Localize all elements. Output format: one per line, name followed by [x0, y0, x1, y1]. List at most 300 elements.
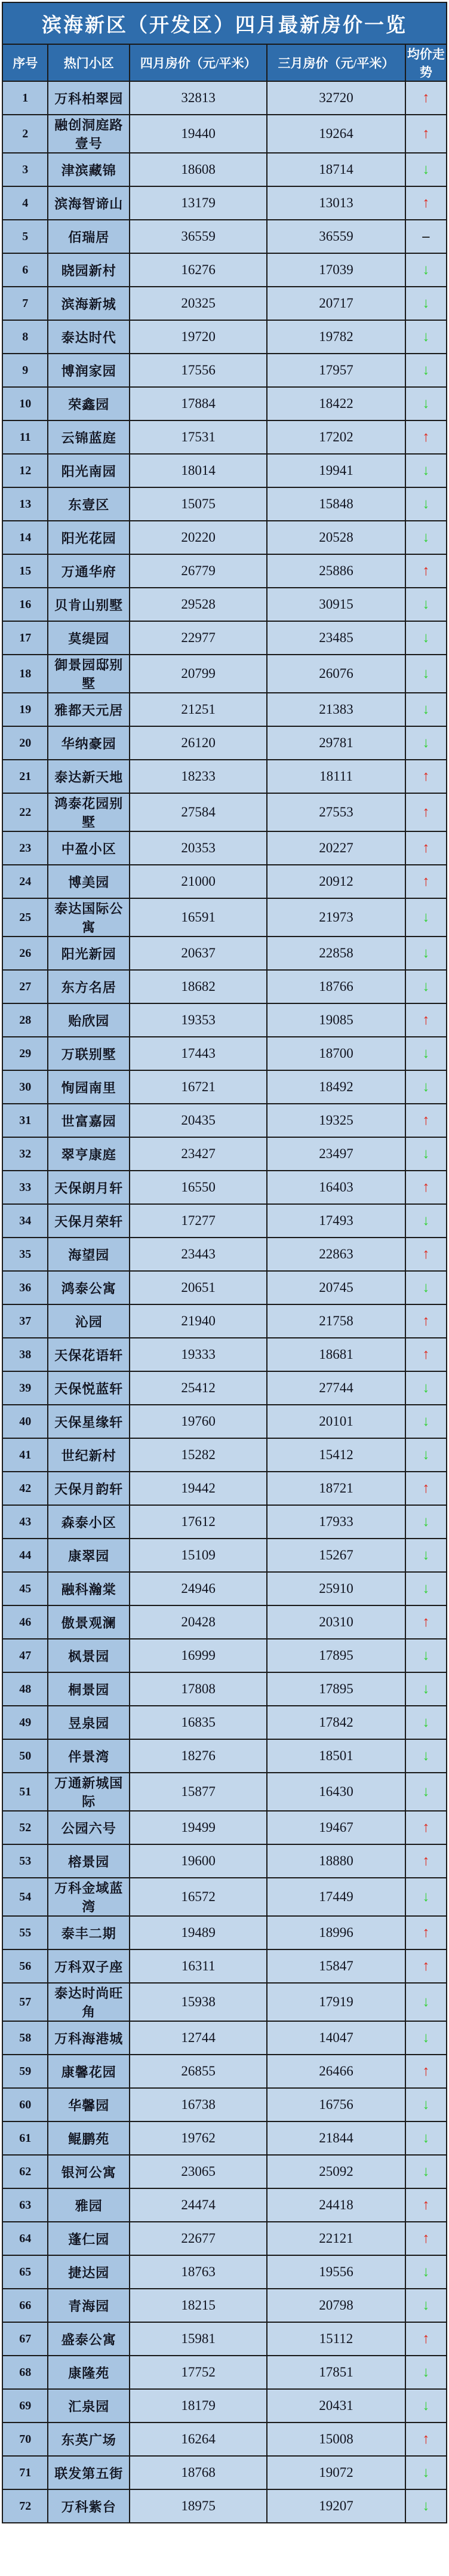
row-number-cell: 46 [2, 1605, 48, 1639]
april-price-cell: 19440 [130, 115, 267, 153]
row-number-cell: 43 [2, 1505, 48, 1539]
april-price-cell: 13179 [130, 186, 267, 220]
trend-cell [405, 186, 447, 220]
april-price-cell: 15877 [130, 1773, 267, 1811]
march-price-cell: 29781 [267, 726, 405, 760]
row-number-cell: 3 [2, 153, 48, 186]
april-price-cell: 20799 [130, 655, 267, 693]
trend-up-arrow-icon: ↑ [422, 563, 430, 579]
trend-cell [405, 1878, 447, 1916]
march-price-cell: 18714 [267, 153, 405, 186]
trend-cell [405, 2456, 447, 2489]
table-row [2, 655, 447, 693]
community-name-cell: 万科金域蓝湾 [48, 1878, 130, 1916]
row-number-cell: 9 [2, 354, 48, 387]
community-name-cell: 东方名居 [48, 970, 130, 1003]
table-row [2, 1844, 447, 1878]
april-price-cell: 19720 [130, 320, 267, 354]
community-name-cell: 泰达国际公寓 [48, 898, 130, 937]
community-name-cell: 鲲鹏苑 [48, 2121, 130, 2155]
april-price-cell: 12744 [130, 2021, 267, 2055]
community-name-cell: 世纪新村 [48, 1438, 130, 1472]
community-name-cell: 阳光南园 [48, 454, 130, 487]
trend-down-arrow-icon: ↓ [422, 1580, 430, 1596]
trend-up-arrow-icon: ↑ [422, 804, 430, 820]
community-name-cell: 万科海港城 [48, 2021, 130, 2055]
march-price-cell: 20431 [267, 2389, 405, 2423]
row-number-cell: 71 [2, 2456, 48, 2489]
trend-cell [405, 1037, 447, 1070]
trend-down-arrow-icon: ↓ [422, 1889, 430, 1905]
march-price-cell: 20227 [267, 831, 405, 865]
community-name-cell: 青海园 [48, 2289, 130, 2322]
trend-up-arrow-icon: ↑ [422, 195, 430, 211]
trend-down-arrow-icon: ↓ [422, 2264, 430, 2280]
april-price-cell: 17752 [130, 2356, 267, 2389]
march-price-cell: 19782 [267, 320, 405, 354]
trend-cell [405, 2021, 447, 2055]
trend-cell [405, 1605, 447, 1639]
table-row [2, 621, 447, 655]
april-price-cell: 23427 [130, 1137, 267, 1171]
april-price-cell: 26779 [130, 554, 267, 588]
march-price-cell: 15267 [267, 1539, 405, 1572]
trend-down-arrow-icon: ↓ [422, 735, 430, 751]
table-row [2, 1605, 447, 1639]
row-number-cell: 48 [2, 1672, 48, 1706]
community-name-cell: 云锦蓝庭 [48, 420, 130, 454]
table-row [2, 2356, 447, 2389]
table-row [2, 354, 447, 387]
april-price-cell: 19760 [130, 1405, 267, 1438]
row-number-cell: 10 [2, 387, 48, 420]
row-number-cell: 32 [2, 1137, 48, 1171]
community-name-cell: 榕景园 [48, 1844, 130, 1878]
community-name-cell: 万科柏翠园 [48, 81, 130, 115]
row-number-cell: 51 [2, 1773, 48, 1811]
trend-up-arrow-icon: ↑ [422, 1853, 430, 1869]
march-price-cell: 19556 [267, 2255, 405, 2289]
march-price-cell: 18700 [267, 1037, 405, 1070]
community-name-cell: 阳光新园 [48, 937, 130, 970]
community-name-cell: 捷达园 [48, 2255, 130, 2289]
trend-cell [405, 865, 447, 898]
trend-up-arrow-icon: ↑ [422, 1480, 430, 1496]
trend-up-arrow-icon: ↑ [422, 2331, 430, 2347]
column-header-trend: 均价走势 [405, 44, 447, 81]
march-price-cell: 30915 [267, 588, 405, 621]
trend-cell [405, 1983, 447, 2021]
trend-cell [405, 2289, 447, 2322]
april-price-cell: 15938 [130, 1983, 267, 2021]
row-number-cell: 60 [2, 2088, 48, 2121]
trend-cell [405, 387, 447, 420]
table-row [2, 420, 447, 454]
row-number-cell: 13 [2, 487, 48, 521]
march-price-cell: 20717 [267, 287, 405, 320]
april-price-cell: 21251 [130, 693, 267, 726]
april-price-cell: 20428 [130, 1605, 267, 1639]
community-name-cell: 蓬仁园 [48, 2222, 130, 2255]
trend-up-arrow-icon: ↑ [422, 1924, 430, 1941]
march-price-cell: 15848 [267, 487, 405, 521]
april-price-cell: 17884 [130, 387, 267, 420]
community-name-cell: 东英广场 [48, 2423, 130, 2456]
april-price-cell: 20325 [130, 287, 267, 320]
table-row [2, 287, 447, 320]
community-name-cell: 华纳豪园 [48, 726, 130, 760]
trend-cell [405, 81, 447, 115]
trend-down-arrow-icon: ↓ [422, 945, 430, 961]
table-row [2, 1916, 447, 1949]
trend-up-arrow-icon: ↑ [422, 1112, 430, 1128]
trend-cell [405, 588, 447, 621]
march-price-cell: 32720 [267, 81, 405, 115]
april-price-cell: 19442 [130, 1472, 267, 1505]
community-name-cell: 天保花语轩 [48, 1338, 130, 1371]
row-number-cell: 15 [2, 554, 48, 588]
community-name-cell: 万通华府 [48, 554, 130, 588]
trend-down-arrow-icon: ↓ [422, 161, 430, 177]
table-row [2, 1983, 447, 2021]
march-price-cell: 14047 [267, 2021, 405, 2055]
april-price-cell: 23443 [130, 1238, 267, 1271]
april-price-cell: 16738 [130, 2088, 267, 2121]
row-number-cell: 55 [2, 1916, 48, 1949]
table-row [2, 1739, 447, 1773]
trend-cell [405, 1338, 447, 1371]
trend-down-arrow-icon: ↓ [422, 328, 430, 345]
table-row [2, 693, 447, 726]
april-price-cell: 16276 [130, 253, 267, 287]
trend-cell [405, 454, 447, 487]
row-number-cell: 26 [2, 937, 48, 970]
trend-up-arrow-icon: ↑ [422, 1614, 430, 1630]
trend-up-arrow-icon: ↑ [422, 2431, 430, 2447]
trend-down-arrow-icon: ↓ [422, 909, 430, 925]
trend-up-arrow-icon: ↑ [422, 873, 430, 889]
trend-down-arrow-icon: ↓ [422, 1748, 430, 1764]
table-body [2, 81, 447, 2523]
community-name-cell: 天保月韵轩 [48, 1472, 130, 1505]
trend-cell [405, 2356, 447, 2389]
trend-down-arrow-icon: ↓ [422, 295, 430, 311]
march-price-cell: 17957 [267, 354, 405, 387]
table-row [2, 1003, 447, 1037]
march-price-cell: 20745 [267, 1271, 405, 1304]
table-row [2, 2121, 447, 2155]
march-price-cell: 21973 [267, 898, 405, 937]
trend-cell [405, 2121, 447, 2155]
table-row [2, 1037, 447, 1070]
trend-cell [405, 2255, 447, 2289]
trend-cell [405, 2155, 447, 2188]
community-name-cell: 天保月荣轩 [48, 1204, 130, 1238]
table-row [2, 1271, 447, 1304]
trend-down-arrow-icon: ↓ [422, 1994, 430, 2010]
community-name-cell: 森泰小区 [48, 1505, 130, 1539]
table-row [2, 793, 447, 831]
community-name-cell: 荣鑫园 [48, 387, 130, 420]
community-name-cell: 天保悦蓝轩 [48, 1371, 130, 1405]
row-number-cell: 38 [2, 1338, 48, 1371]
march-price-cell: 18492 [267, 1070, 405, 1104]
row-number-cell: 6 [2, 253, 48, 287]
row-number-cell: 7 [2, 287, 48, 320]
trend-cell [405, 2322, 447, 2356]
column-header-march-price: 三月房价（元/平米） [267, 44, 405, 81]
trend-down-arrow-icon: ↓ [422, 1146, 430, 1162]
table-row [2, 1204, 447, 1238]
community-name-cell: 融创洞庭路壹号 [48, 115, 130, 153]
april-price-cell: 18215 [130, 2289, 267, 2322]
community-name-cell: 天保星缘轩 [48, 1405, 130, 1438]
row-number-cell: 53 [2, 1844, 48, 1878]
table-row [2, 1878, 447, 1916]
march-price-cell: 21844 [267, 2121, 405, 2155]
trend-flat-dash-icon: – [422, 228, 430, 244]
trend-down-arrow-icon: ↓ [422, 1045, 430, 1061]
april-price-cell: 36559 [130, 220, 267, 253]
april-price-cell: 18014 [130, 454, 267, 487]
community-name-cell: 贝肯山别墅 [48, 588, 130, 621]
trend-cell [405, 320, 447, 354]
trend-up-arrow-icon: ↑ [422, 1179, 430, 1195]
april-price-cell: 20353 [130, 831, 267, 865]
trend-up-arrow-icon: ↑ [422, 2197, 430, 2213]
trend-down-arrow-icon: ↓ [422, 1783, 430, 1800]
trend-down-arrow-icon: ↓ [422, 462, 430, 478]
community-name-cell: 世富嘉园 [48, 1104, 130, 1137]
april-price-cell: 15981 [130, 2322, 267, 2356]
table-row [2, 81, 447, 115]
community-name-cell: 津滨藏锦 [48, 153, 130, 186]
trend-cell [405, 2489, 447, 2523]
april-price-cell: 19333 [130, 1338, 267, 1371]
april-price-cell: 16550 [130, 1171, 267, 1204]
trend-down-arrow-icon: ↓ [422, 2364, 430, 2380]
community-name-cell: 盛泰公寓 [48, 2322, 130, 2356]
table-row [2, 387, 447, 420]
row-number-cell: 5 [2, 220, 48, 253]
april-price-cell: 18276 [130, 1739, 267, 1773]
trend-cell [405, 898, 447, 937]
april-price-cell: 25412 [130, 1371, 267, 1405]
table-row [2, 2423, 447, 2456]
march-price-cell: 20798 [267, 2289, 405, 2322]
trend-up-arrow-icon: ↑ [422, 1958, 430, 1974]
table-row [2, 253, 447, 287]
community-name-cell: 桐景园 [48, 1672, 130, 1706]
trend-down-arrow-icon: ↓ [422, 1079, 430, 1095]
row-number-cell: 57 [2, 1983, 48, 2021]
march-price-cell: 17919 [267, 1983, 405, 2021]
table-row [2, 1438, 447, 1472]
april-price-cell: 15075 [130, 487, 267, 521]
march-price-cell: 27744 [267, 1371, 405, 1405]
table-row [2, 1949, 447, 1983]
trend-down-arrow-icon: ↓ [422, 2130, 430, 2146]
trend-cell [405, 621, 447, 655]
april-price-cell: 17443 [130, 1037, 267, 1070]
table-row [2, 588, 447, 621]
community-name-cell: 博润家园 [48, 354, 130, 387]
community-name-cell: 银河公寓 [48, 2155, 130, 2188]
march-price-cell: 16756 [267, 2088, 405, 2121]
trend-cell [405, 487, 447, 521]
row-number-cell: 20 [2, 726, 48, 760]
table-row [2, 1070, 447, 1104]
table-row [2, 1338, 447, 1371]
table-row [2, 2489, 447, 2523]
trend-down-arrow-icon: ↓ [422, 630, 430, 646]
trend-down-arrow-icon: ↓ [422, 496, 430, 512]
community-name-cell: 泰达时尚旺角 [48, 1983, 130, 2021]
trend-down-arrow-icon: ↓ [422, 1279, 430, 1295]
march-price-cell: 15412 [267, 1438, 405, 1472]
march-price-cell: 17202 [267, 420, 405, 454]
row-number-cell: 34 [2, 1204, 48, 1238]
march-price-cell: 25910 [267, 1572, 405, 1605]
april-price-cell: 20651 [130, 1271, 267, 1304]
table-row [2, 865, 447, 898]
row-number-cell: 16 [2, 588, 48, 621]
table-row [2, 2021, 447, 2055]
community-name-cell: 华馨园 [48, 2088, 130, 2121]
row-number-cell: 54 [2, 1878, 48, 1916]
trend-down-arrow-icon: ↓ [422, 1714, 430, 1730]
price-table [2, 2, 447, 2523]
community-name-cell: 万科紫台 [48, 2489, 130, 2523]
trend-cell [405, 760, 447, 793]
april-price-cell: 19353 [130, 1003, 267, 1037]
trend-down-arrow-icon: ↓ [422, 2498, 430, 2514]
april-price-cell: 26120 [130, 726, 267, 760]
march-price-cell: 18501 [267, 1739, 405, 1773]
trend-down-arrow-icon: ↓ [422, 978, 430, 994]
community-name-cell: 阳光花园 [48, 521, 130, 554]
community-name-cell: 滨海新城 [48, 287, 130, 320]
community-name-cell: 万通新城国际 [48, 1773, 130, 1811]
trend-cell [405, 726, 447, 760]
row-number-cell: 45 [2, 1572, 48, 1605]
march-price-cell: 19207 [267, 2489, 405, 2523]
table-row [2, 1238, 447, 1271]
march-price-cell: 20912 [267, 865, 405, 898]
row-number-cell: 70 [2, 2423, 48, 2456]
trend-cell [405, 1572, 447, 1605]
row-number-cell: 56 [2, 1949, 48, 1983]
row-number-cell: 52 [2, 1811, 48, 1844]
table-row [2, 1811, 447, 1844]
april-price-cell: 24474 [130, 2188, 267, 2222]
community-name-cell: 贻欣园 [48, 1003, 130, 1037]
trend-down-arrow-icon: ↓ [422, 395, 430, 412]
april-price-cell: 18233 [130, 760, 267, 793]
community-name-cell: 康翠园 [48, 1539, 130, 1572]
march-price-cell: 26076 [267, 655, 405, 693]
community-name-cell: 东壹区 [48, 487, 130, 521]
community-name-cell: 雅都天元居 [48, 693, 130, 726]
row-number-cell: 44 [2, 1539, 48, 1572]
row-number-cell: 1 [2, 81, 48, 115]
trend-cell [405, 220, 447, 253]
april-price-cell: 19600 [130, 1844, 267, 1878]
march-price-cell: 23497 [267, 1137, 405, 1171]
row-number-cell: 25 [2, 898, 48, 937]
community-name-cell: 沁园 [48, 1304, 130, 1338]
april-price-cell: 21940 [130, 1304, 267, 1338]
trend-cell [405, 2055, 447, 2088]
trend-cell [405, 2423, 447, 2456]
march-price-cell: 19264 [267, 115, 405, 153]
row-number-cell: 29 [2, 1037, 48, 1070]
trend-down-arrow-icon: ↓ [422, 665, 430, 681]
march-price-cell: 13013 [267, 186, 405, 220]
april-price-cell: 18179 [130, 2389, 267, 2423]
row-number-cell: 61 [2, 2121, 48, 2155]
trend-cell [405, 1639, 447, 1672]
april-price-cell: 21000 [130, 865, 267, 898]
april-price-cell: 27584 [130, 793, 267, 831]
community-name-cell: 康馨花园 [48, 2055, 130, 2088]
trend-cell [405, 2188, 447, 2222]
april-price-cell: 16999 [130, 1639, 267, 1672]
community-name-cell: 鸿泰公寓 [48, 1271, 130, 1304]
row-number-cell: 2 [2, 115, 48, 153]
april-price-cell: 18768 [130, 2456, 267, 2489]
april-price-cell: 15282 [130, 1438, 267, 1472]
row-number-cell: 66 [2, 2289, 48, 2322]
april-price-cell: 22677 [130, 2222, 267, 2255]
trend-down-arrow-icon: ↓ [422, 529, 430, 545]
trend-cell [405, 420, 447, 454]
march-price-cell: 18681 [267, 1338, 405, 1371]
trend-up-arrow-icon: ↑ [422, 1246, 430, 1262]
trend-cell [405, 2389, 447, 2423]
table-row [2, 1706, 447, 1739]
april-price-cell: 24946 [130, 1572, 267, 1605]
march-price-cell: 25886 [267, 554, 405, 588]
community-name-cell: 晓园新村 [48, 253, 130, 287]
march-price-cell: 15112 [267, 2322, 405, 2356]
march-price-cell: 17039 [267, 253, 405, 287]
march-price-cell: 18721 [267, 1472, 405, 1505]
march-price-cell: 16430 [267, 1773, 405, 1811]
trend-cell [405, 831, 447, 865]
march-price-cell: 24418 [267, 2188, 405, 2222]
trend-up-arrow-icon: ↑ [422, 2230, 430, 2246]
table-row [2, 1171, 447, 1204]
trend-cell [405, 655, 447, 693]
trend-cell [405, 1539, 447, 1572]
trend-down-arrow-icon: ↓ [422, 1413, 430, 1429]
column-header-april-price: 四月房价（元/平米） [130, 44, 267, 81]
row-number-cell: 41 [2, 1438, 48, 1472]
trend-cell [405, 354, 447, 387]
april-price-cell: 18682 [130, 970, 267, 1003]
april-price-cell: 20220 [130, 521, 267, 554]
table-row [2, 1572, 447, 1605]
row-number-cell: 42 [2, 1472, 48, 1505]
trend-cell [405, 1104, 447, 1137]
table-row [2, 521, 447, 554]
april-price-cell: 18763 [130, 2255, 267, 2289]
table-row [2, 970, 447, 1003]
community-name-cell: 泰丰二期 [48, 1916, 130, 1949]
page-title: 滨海新区（开发区）四月最新房价一览 [2, 2, 447, 44]
table-row [2, 898, 447, 937]
